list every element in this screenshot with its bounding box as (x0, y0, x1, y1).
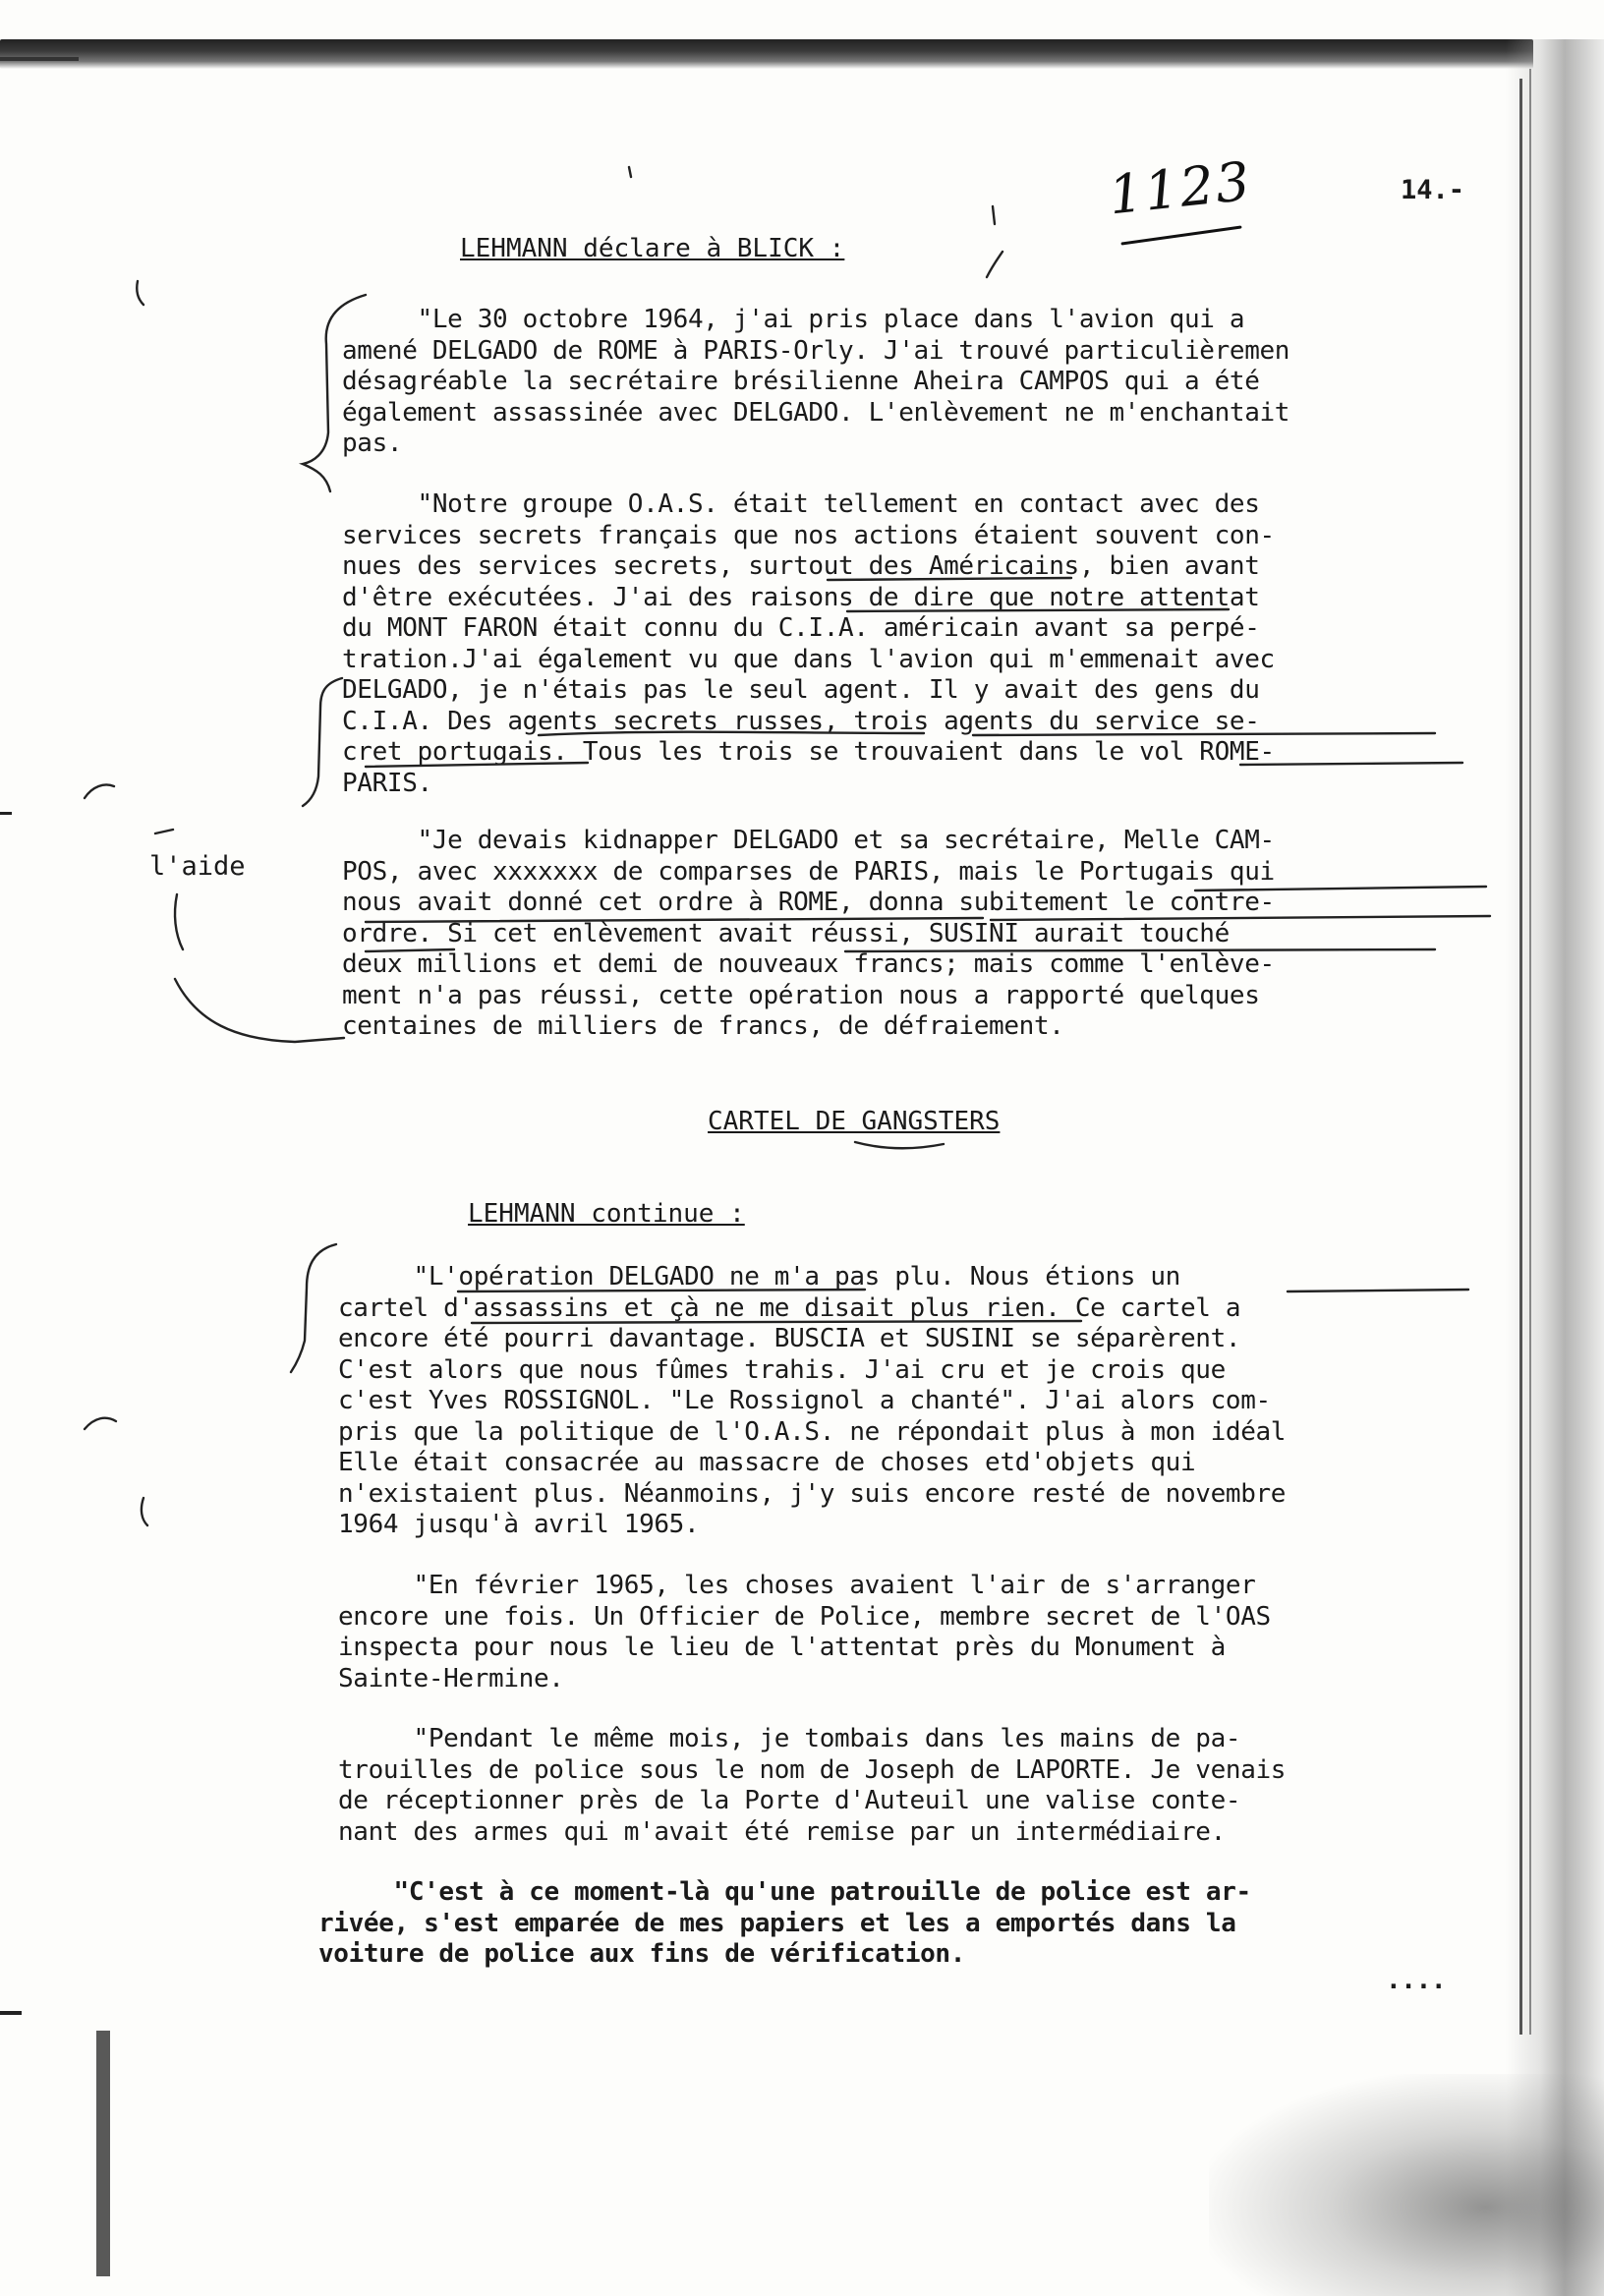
tick-mark-small (629, 167, 631, 177)
margin-tick-5 (155, 830, 173, 833)
scan-top-edge (0, 39, 1533, 69)
scan-right-line-secondary (1529, 69, 1531, 2035)
paragraph-line: "En février 1965, les choses avaient l'air de s'arranger (338, 1571, 1256, 1600)
scan-left-mark-vert (96, 2031, 110, 2276)
paragraph-line: ordre. Si cet enlèvement avait réussi, SUSINI aurait touché (342, 918, 1230, 948)
paragraph-line: C'est alors que nous fûmes trahis. J'ai cru et je crois que (338, 1354, 1226, 1385)
paragraph-line: Elle était consacrée au massacre de choses etd'objets qui (338, 1448, 1196, 1477)
paragraph-line: DELGADO, je n'étais pas le seul agent. Il y avait des gens du (342, 675, 1260, 705)
paragraph-line: cret portugais. Tous les trois se trouvaient dans le vol ROME- (342, 737, 1275, 767)
scan-left-mark-tab (0, 812, 12, 815)
paragraph-3 (342, 826, 1275, 1043)
paragraph-line: "Pendant le même mois, je tombais dans les mains de pa- (338, 1724, 1241, 1753)
paragraph-line: n'existaient plus. Néanmoins, j'y suis encore resté de novembre (338, 1478, 1287, 1509)
paragraph-line: tration.J'ai également vu que dans l'avion qui m'emmenait avec (342, 644, 1275, 674)
paragraph-line: pas. (342, 429, 403, 458)
paragraph-line: ment n'a pas réussi, cette opération nous a rapporté quelques (342, 980, 1260, 1010)
scan-left-mark (0, 2011, 22, 2015)
paragraph-line: encore été pourri davantage. BUSCIA et SUSINI se séparèrent. (338, 1324, 1241, 1353)
paragraph-line: nues des services secrets, surtout des Américains, bien avant (342, 551, 1260, 581)
paragraph-1 (342, 305, 1289, 460)
paragraph-line: du MONT FARON était connu du C.I.A. américain avant sa perpé- (342, 613, 1260, 643)
paragraph-line: désagréable la secrétaire brésilienne Aheira CAMPOS qui a été (342, 367, 1260, 396)
paragraph-line: 1964 jusqu'à avril 1965. (338, 1510, 700, 1539)
paragraph-line: encore une fois. Un Officier de Police, membre secret de l'OAS (338, 1601, 1271, 1632)
paragraph-line: voiture de police aux fins de vérification. (318, 1939, 966, 1969)
paragraph-line: inspecta pour nous le lieu de l'attentat près du Monument à (338, 1633, 1226, 1662)
paragraph-line: "L'opération DELGADO ne m'a pas plu. Nous étions un (338, 1262, 1180, 1292)
bracket-paragraph-2 (303, 678, 342, 806)
paragraph-line: d'être exécutées. J'ai des raisons de dire que notre attentat (342, 582, 1260, 612)
paragraph-4 (338, 1262, 1286, 1541)
tick-mark-top (993, 206, 995, 224)
paragraph-line: rivée, s'est emparée de mes papiers et les a emportés dans la (318, 1908, 1236, 1938)
bracket-paragraph-3 (175, 979, 344, 1042)
paragraph-line: deux millions et demi de nouveaux francs; mais comme l'enlève- (342, 949, 1275, 979)
scan-top-edge-thin (0, 57, 79, 61)
paragraph-line: POS, avec xxxxxxx de comparses de PARIS, mais le Portugais qui (342, 856, 1275, 887)
paragraph-6 (338, 1724, 1286, 1848)
paragraph-5 (338, 1571, 1271, 1694)
paragraph-line: c'est Yves ROSSIGNOL. "Le Rossignol a chanté". J'ai alors com- (338, 1386, 1271, 1415)
paragraph-line: également assassinée avec DELGADO. L'enlèvement ne m'enchantait (342, 397, 1290, 428)
heading-cartel-de-gangsters: CARTEL DE GANGSTERS (708, 1107, 1001, 1136)
continuation-dots: .... (1386, 1966, 1447, 1995)
handwritten-underline (1120, 225, 1241, 245)
paragraph-line: Sainte-Hermine. (338, 1663, 564, 1693)
scan-right-line (1519, 79, 1522, 2035)
paragraph-line: C.I.A. Des agents secrets russes, trois agents du service se- (342, 706, 1260, 736)
paragraph-7 (318, 1877, 1251, 1971)
paragraph-line: nous avait donné cet ordre à ROME, donna subitement le contre- (342, 888, 1275, 917)
paragraph-line: "Je devais kidnapper DELGADO et sa secrétaire, Melle CAM- (342, 826, 1275, 855)
handwritten-page-number: 1123 (1106, 149, 1255, 227)
paragraph-line: "Notre groupe O.A.S. était tellement en contact avec des (342, 489, 1260, 519)
paragraph-line: "C'est à ce moment-là qu'une patrouille de police est ar- (318, 1877, 1251, 1907)
bracket-paragraph-3-top (175, 894, 183, 949)
paragraph-2 (342, 489, 1275, 799)
bracket-paragraph-4 (291, 1244, 336, 1372)
underline-etions-un (1288, 1290, 1468, 1292)
margin-tick-2 (85, 1418, 116, 1429)
paragraph-line: trouilles de police sous le nom de Joseph de LAPORTE. Je venais (338, 1754, 1287, 1785)
margin-tick-3 (142, 1498, 147, 1525)
heading-lehmann-declare: LEHMANN déclare à BLICK : (460, 234, 845, 263)
paragraph-line: services secrets français que nos actions étaient souvent con- (342, 520, 1275, 550)
paragraph-line: pris que la politique de l'O.A.S. ne répondait plus à mon idéal (338, 1416, 1287, 1447)
heading-tick (987, 252, 1002, 277)
page-number: 14.- (1401, 175, 1465, 205)
paragraph-line: "Le 30 octobre 1964, j'ai pris place dans l'avion qui a (342, 305, 1245, 334)
underline-cartel-heading (855, 1142, 944, 1148)
paragraph-line: amené DELGADO de ROME à PARIS-Orly. J'ai trouvé particulièremen (342, 335, 1290, 366)
heading-lehmann-continue: LEHMANN continue : (468, 1199, 745, 1229)
paragraph-line: nant des armes qui m'avait été remise par un intermédiaire. (338, 1816, 1226, 1847)
margin-note: l'aide (149, 851, 246, 882)
margin-tick-4 (137, 281, 143, 305)
paragraph-line: PARIS. (342, 768, 432, 798)
margin-tick-1 (85, 785, 114, 799)
scan-bottom-smudge (1209, 2074, 1604, 2296)
paragraph-line: cartel d'assassins et çà ne me disait plus rien. Ce cartel a (338, 1292, 1241, 1323)
paragraph-line: centaines de milliers de francs, de défraiement. (342, 1011, 1064, 1041)
paragraph-line: de réceptionner près de la Porte d'Auteuil une valise conte- (338, 1786, 1241, 1815)
